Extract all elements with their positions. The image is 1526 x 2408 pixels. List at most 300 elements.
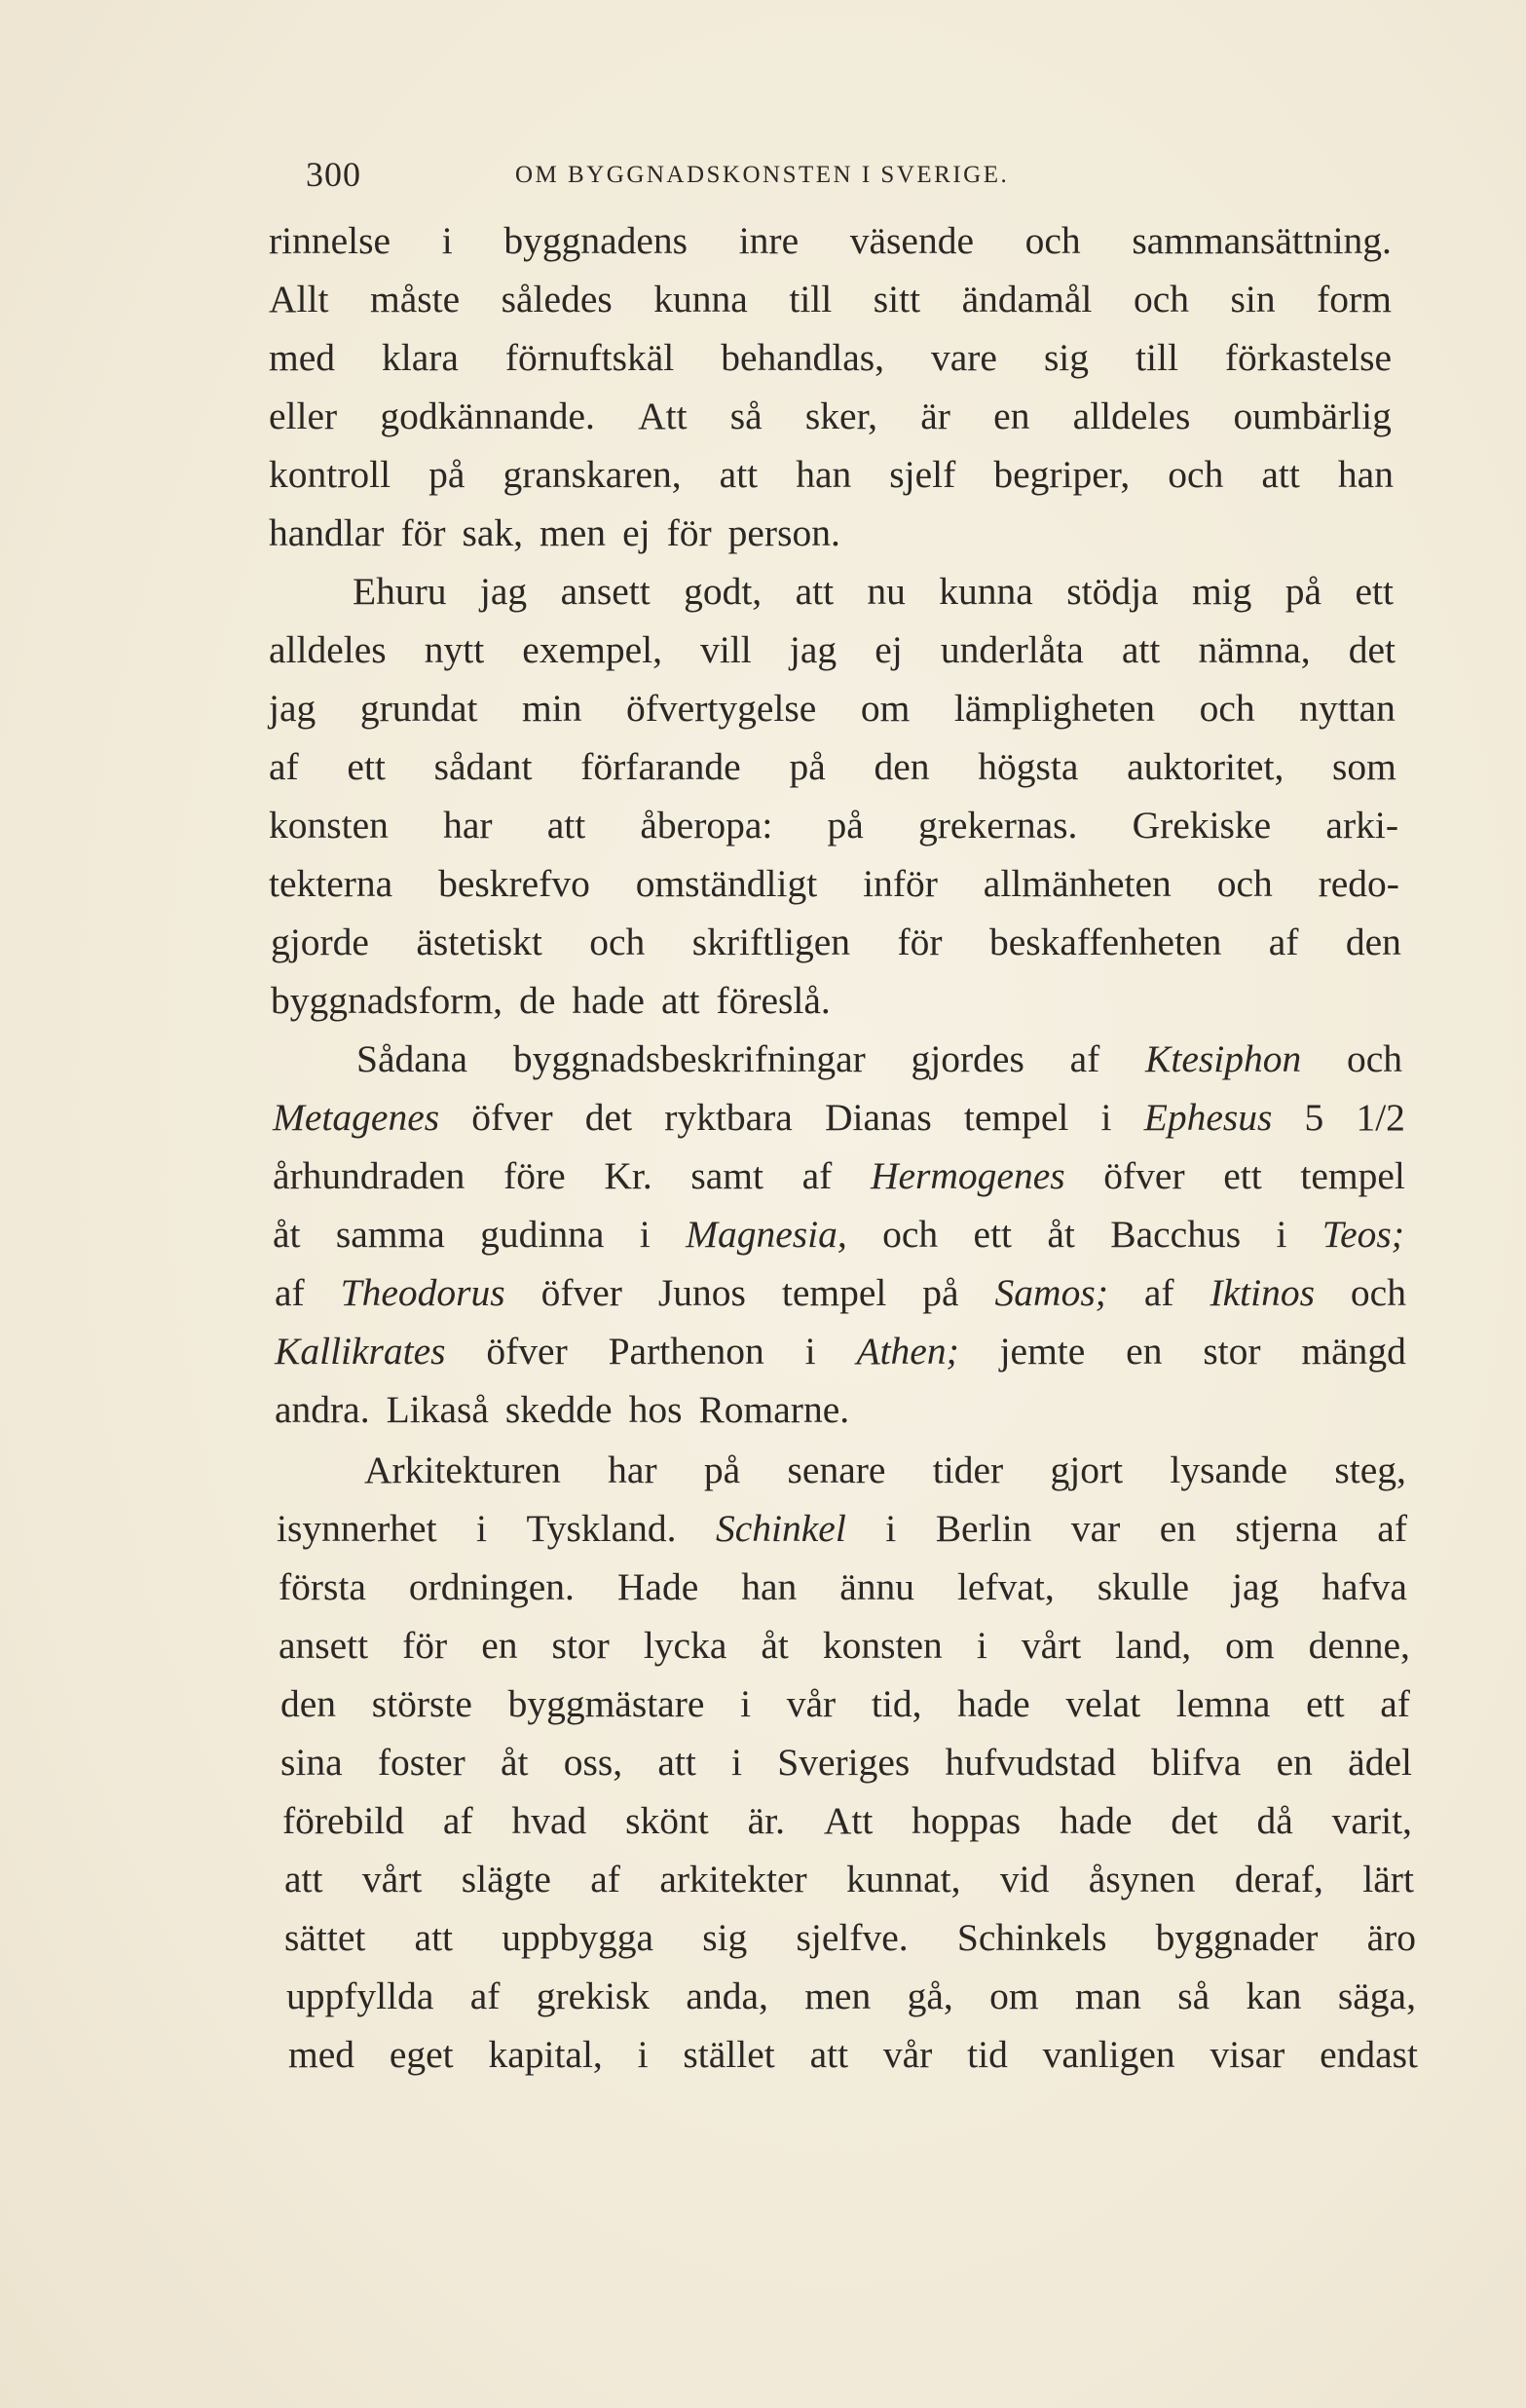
word: till [1135,336,1178,379]
word: öfver [486,1330,568,1373]
text-line [353,567,1394,616]
word: stödja [1066,570,1159,613]
word: Sådana [356,1037,468,1080]
word: alldeles [1072,395,1191,437]
word: isynnerhet [277,1507,437,1550]
word: form [1317,278,1392,320]
word: mig [1191,570,1252,613]
word: tider [932,1449,1004,1491]
word: Theodorus [340,1271,505,1314]
word: det [1171,1799,1218,1842]
word: hvad [511,1799,587,1842]
word: var [1070,1507,1121,1550]
word: är [920,395,950,437]
word: för [666,511,712,554]
word: konsten [822,1624,943,1667]
word: ändamål [961,278,1093,320]
text-line [273,1210,1404,1259]
word: denne, [1308,1624,1410,1667]
word: Berlin [935,1507,1032,1550]
word: Att [823,1799,874,1842]
word: att [795,570,835,613]
word: byggnadsform, [271,979,503,1022]
word: vårt [361,1858,423,1900]
word: ett [1355,570,1394,613]
word: eget [389,2033,454,2076]
text-line [275,1327,1406,1375]
word: åt [501,1741,529,1784]
word: Samos; [994,1271,1108,1314]
word: och [1350,1271,1406,1314]
word: Schinkels [956,1916,1107,1959]
word: skönt [625,1799,709,1842]
text-line [269,216,1392,265]
word: tid, [871,1682,922,1725]
word: Iktinos [1210,1271,1315,1314]
word: oumbärlig [1233,395,1392,437]
word: eller [269,395,338,437]
word: deraf, [1234,1858,1323,1900]
word: handlar [269,511,385,554]
word: och [882,1213,939,1256]
word: redo- [1318,862,1399,905]
word: land, [1115,1624,1192,1667]
word: i [731,1741,743,1784]
word: högsta [978,745,1079,788]
word: granskaren, [502,453,682,496]
word: föreslå. [716,979,831,1022]
text-line [279,1621,1410,1670]
word: kunnat, [846,1858,961,1900]
word: tempel [963,1096,1069,1139]
word: väsende [849,219,974,262]
word: sådant [433,745,533,788]
word: grekernas. [918,804,1078,847]
text-line [271,918,1401,966]
word: Arkitekturen [364,1449,561,1491]
word: vill [700,628,752,671]
word: på [789,745,826,788]
word: af [1069,1037,1100,1080]
text-line [269,859,1399,908]
word: är. [747,1799,785,1842]
word: grekisk [536,1975,651,2017]
text-line [280,1679,1410,1728]
word: klara [381,336,459,379]
word: skedde [504,1388,613,1431]
word: första [279,1565,366,1608]
word: att [414,1916,454,1959]
word: på [827,804,864,847]
word: Kr. [604,1154,652,1197]
word: byggnader [1155,1916,1319,1959]
word: foster [377,1741,465,1784]
word: mängd [1301,1330,1406,1373]
word: om [989,1975,1039,2017]
word: ansett [560,570,651,613]
word: af [269,745,299,788]
word: Kallikrates [275,1330,446,1373]
word: och [1199,687,1255,730]
word: Tyskland. [526,1507,677,1550]
word: ännu [839,1565,914,1608]
word: sjelf [889,453,956,496]
word: för [897,921,943,963]
word: arki- [1325,804,1398,847]
word: de [519,979,556,1022]
word: sammansättning. [1132,219,1392,262]
word: åberopa: [640,804,773,847]
word: före [503,1154,566,1197]
word: ett [1223,1154,1262,1197]
word: beskrefvo [438,862,590,905]
word: Romarne. [698,1388,850,1431]
word: förfarande [580,745,741,788]
word: stor [1203,1330,1261,1373]
word: omständligt [635,862,818,905]
word: beskaffenheten [988,921,1222,963]
word: af [1143,1271,1174,1314]
word: lysande [1170,1449,1288,1491]
word: åsynen [1088,1858,1196,1900]
text-line [273,1151,1405,1200]
word: jemte [999,1330,1086,1373]
word: andra. [275,1388,370,1431]
text-line [275,1268,1406,1317]
word: en [993,395,1030,437]
text-line [275,1385,866,1434]
word: inre [738,219,800,262]
text-line [356,1035,1402,1083]
word: tekterna [269,862,393,905]
word: gjordes [911,1037,1024,1080]
word: af [1380,1682,1410,1725]
word: exempel, [522,628,662,671]
word: gå, [907,1975,953,2017]
word: af [590,1858,620,1900]
word: han [741,1565,798,1608]
word: inför [863,862,938,905]
text-line [269,333,1392,382]
word: Likaså [386,1388,489,1431]
word: vårt [1021,1624,1082,1667]
word: således [501,278,613,320]
word: sig [702,1916,748,1959]
text-line [364,1446,1406,1494]
page-number: 300 [306,155,361,194]
word: hoppas [912,1799,1022,1842]
word: måste [369,278,461,320]
word: nu [867,570,906,613]
word: den [874,745,930,788]
word: nytt [424,628,485,671]
word: allmänheten [983,862,1172,905]
word: gudinna [480,1213,605,1256]
word: samt [690,1154,763,1197]
word: öfver [540,1271,622,1314]
word: kunna [939,570,1033,613]
word: slägte [461,1858,551,1900]
word: visar [1210,2033,1285,2076]
text-line [269,742,1396,791]
word: gjorde [271,921,369,963]
word: på [922,1271,959,1314]
word: i [637,2033,649,2076]
word: i [740,1682,752,1725]
word: godkännande. [380,395,595,437]
word: Schinkel [716,1507,846,1550]
text-line [280,1738,1412,1787]
word: Bacchus [1110,1213,1242,1256]
word: rinnelse [269,219,391,262]
word: åt [761,1624,789,1667]
word: för [402,1624,448,1667]
word: att [660,979,700,1022]
word: på [1284,570,1322,613]
word: underlåta [940,628,1084,671]
word: auktoritet, [1127,745,1284,788]
word: oss, [563,1741,623,1784]
word: af [442,1799,473,1842]
word: jag [269,687,316,730]
word: åt [1047,1213,1075,1256]
word: ett [347,745,386,788]
word: Magnesia, [686,1213,847,1256]
text-line [284,1855,1414,1903]
word: uppbygga [502,1916,654,1959]
word: störste [371,1682,472,1725]
word: att [546,804,586,847]
word: men [804,1975,872,2017]
word: om [1225,1624,1275,1667]
word: vanligen [1042,2033,1175,2076]
word: det [584,1096,633,1139]
word: ansett [279,1624,369,1667]
text-line [269,684,1396,733]
word: sig [1043,336,1090,379]
word: byggmästare [507,1682,705,1725]
word: sak, [462,511,524,554]
text-line [269,625,1396,674]
word: Metagenes [273,1096,440,1139]
word: grundat [359,687,478,730]
word: århundraden [273,1154,465,1197]
word: kan [1246,1975,1302,2017]
word: en [1159,1507,1197,1550]
word: ordningen. [408,1565,575,1608]
word: af [1268,921,1299,963]
word: i [639,1213,651,1256]
word: endast [1320,2033,1418,2076]
word: förkastelse [1224,336,1392,379]
word: sitt [873,278,921,320]
text-line [286,1972,1416,2020]
word: sker, [804,395,878,437]
word: så [1177,1975,1210,2017]
word: hos [628,1388,683,1431]
word: på [428,453,465,496]
word: 1/2 [1356,1096,1405,1139]
word: i [1100,1096,1112,1139]
word: Att [638,395,688,437]
word: anda, [686,1975,768,2017]
word: ej [875,628,903,671]
word: Allt [269,278,329,320]
word: i [804,1330,816,1373]
word: steg, [1334,1449,1406,1491]
text-line [271,976,847,1025]
word: hade [1059,1799,1133,1842]
word: arkitekter [659,1858,807,1900]
word: säga, [1337,1975,1416,2017]
word: öfver [471,1096,553,1139]
word: blifva [1151,1741,1242,1784]
word: jag [1232,1565,1280,1608]
word: samma [335,1213,445,1256]
word: godt, [684,570,763,613]
word: lefvat, [956,1565,1055,1608]
word: Junos [657,1271,746,1314]
word: kunna [653,278,748,320]
word: af [1377,1507,1407,1550]
word: med [269,336,336,379]
word: åt [273,1213,301,1256]
word: en [1276,1741,1313,1784]
word: alldeles [269,628,387,671]
word: ett [1306,1682,1345,1725]
text-line [269,275,1392,323]
word: begriper, [993,453,1131,496]
word: skriftligen [691,921,851,963]
word: öfvertygelse [626,687,817,730]
word: han [796,453,852,496]
word: uppfyllda [286,1975,434,2017]
word: af [275,1271,305,1314]
word: tid [967,2033,1008,2076]
word: att [1121,628,1161,671]
word: stjerna [1235,1507,1338,1550]
word: Ehuru [353,570,447,613]
word: lärt [1362,1858,1414,1900]
word: förebild [282,1799,405,1842]
word: Ephesus [1143,1096,1273,1139]
word: jag [789,628,837,671]
word: vår [882,2033,933,2076]
word: på [703,1449,741,1491]
word: Athen; [856,1330,959,1373]
word: byggnadens [503,219,689,262]
word: kontroll [269,453,391,496]
word: så [729,395,763,437]
word: i [976,1624,987,1667]
word: och [1168,453,1224,496]
word: men [540,511,607,554]
word: person. [727,511,840,554]
word: den [280,1682,337,1725]
text-line [277,1504,1407,1553]
word: en [1126,1330,1163,1373]
word: Hade [616,1565,699,1608]
word: af [469,1975,501,2017]
word: Dianas [825,1096,932,1139]
text-line [288,2030,1418,2079]
word: lämpligheten [953,687,1156,730]
word: Hermogenes [870,1154,1065,1197]
word: öfver [1103,1154,1185,1197]
word: velat [1065,1682,1141,1725]
word: 5 [1304,1096,1324,1139]
word: till [789,278,833,320]
word: senare [787,1449,886,1491]
word: ej [622,511,651,554]
word: tempel [1300,1154,1405,1197]
word: då [1256,1799,1293,1842]
word: lemna [1175,1682,1271,1725]
page-header [306,154,1280,203]
word: har [443,804,493,847]
running-head: OM BYGGNADSKONSTEN I SVERIGE. [515,162,1010,188]
word: en [481,1624,518,1667]
word: att [809,2033,849,2076]
text-line [269,450,1394,499]
word: sjelfve. [796,1916,909,1959]
word: i [885,1507,897,1550]
word: har [608,1449,657,1491]
word: Teos; [1321,1213,1404,1256]
word: hufvudstad [945,1741,1117,1784]
word: byggnadsbeskrifningar [512,1037,866,1080]
word: hade [572,979,645,1022]
word: ästetiskt [416,921,542,963]
word: för [400,511,446,554]
word: lycka [643,1624,727,1667]
text-line [269,801,1398,849]
word: sina [280,1741,343,1784]
word: varit, [1331,1799,1412,1842]
word: att [657,1741,696,1784]
word: den [1345,921,1401,963]
text-line [269,392,1392,440]
text-line [279,1562,1407,1611]
word: äro [1366,1916,1416,1959]
word: behandlas, [721,336,885,379]
word: att [284,1858,323,1900]
word: ädel [1348,1741,1412,1784]
text-line [284,1913,1416,1962]
text-line [269,508,857,557]
word: med [288,2033,355,2076]
word: Parthenon [608,1330,764,1373]
word: vid [999,1858,1050,1900]
word: af [801,1154,833,1197]
word: och [1216,862,1273,905]
word: Sveriges [777,1741,911,1784]
word: att [1261,453,1300,496]
word: konsten [269,804,389,847]
word: man [1074,1975,1141,2017]
word: sättet [284,1916,366,1959]
word: och [1346,1037,1402,1080]
text-line [282,1796,1412,1845]
word: nämna, [1198,628,1311,671]
word: och [1133,278,1189,320]
word: att [719,453,759,496]
word: och [589,921,646,963]
word: vår [786,1682,837,1725]
word: i [1276,1213,1287,1256]
word: tempel [781,1271,887,1314]
word: stor [551,1624,610,1667]
